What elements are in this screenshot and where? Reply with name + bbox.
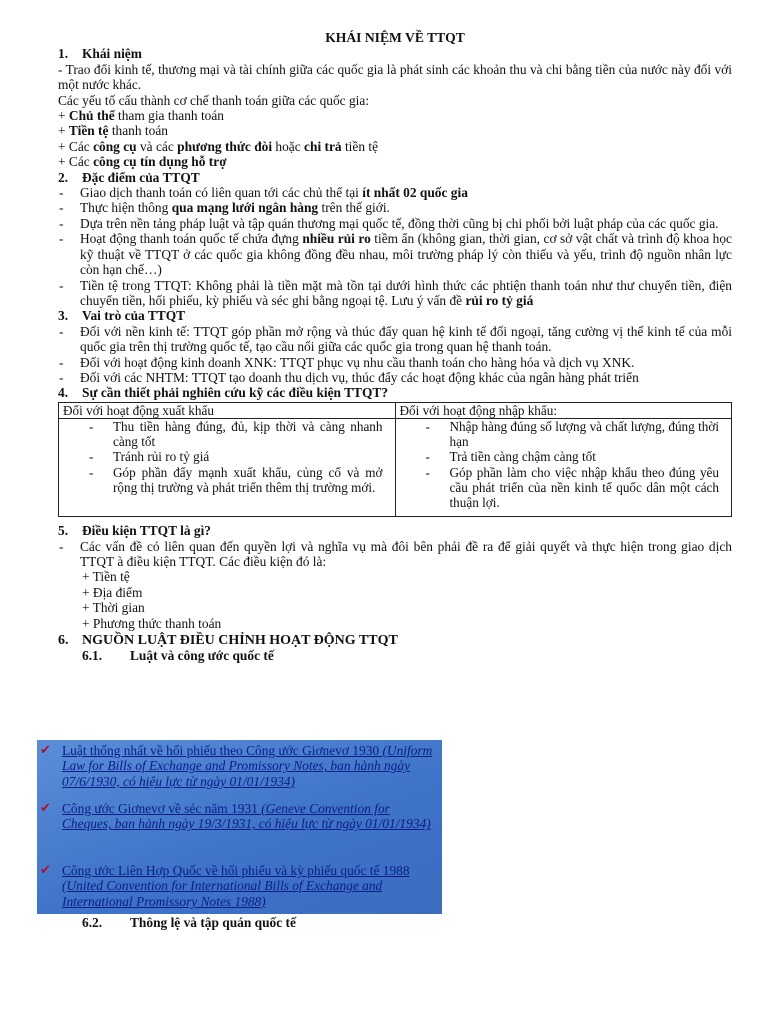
document-title: KHÁI NIỆM VỀ TTQT [325, 30, 465, 45]
table-header-import: Đối với hoạt động nhập khẩu: [395, 402, 732, 418]
export-item: - Góp phần đẩy mạnh xuất khẩu, củng cố và mở rộng thị trường và phát triển thêm thị trường mới. [63, 465, 383, 495]
s3-item-1: - Đối với nền kinh tế: TTQT góp phần mở rộng và thúc đẩy quan hệ kinh tế đối ngoại, tăng cường vị thế kinh tế của mỗi quốc gia trên thị trường quốc tế, tạo cầu nối giữa các quốc gia trong quan hệ thanh toán. [58, 324, 732, 355]
export-cell [59, 418, 396, 516]
s5-condition: + Phương thức thanh toán [82, 615, 222, 631]
checkmark-icon: ✔ [40, 742, 51, 757]
s5-condition: + Tiền tệ [82, 569, 130, 585]
checkmark-icon: ✔ [40, 862, 51, 877]
section-4-heading: 4. Sự cần thiết phải nghiên cứu kỹ các điều kiện TTQT? [58, 385, 389, 401]
s2-item-3: - Dựa trên nền tảng pháp luật và tập quán thương mại quốc tế, đồng thời cũng bị chi phối bởi luật pháp của các quốc gia. [58, 216, 732, 231]
s1-element-4: + Các công cụ tín dụng hỗ trợ [58, 154, 227, 170]
s1-element-3: + Các công cụ và các phương thức đòi hoặc chi trả tiền tệ [58, 138, 379, 154]
section-6-heading: 6. NGUỒN LUẬT ĐIỀU CHỈNH HOẠT ĐỘNG TTQT [58, 633, 398, 649]
s2-item-5: - Tiền tệ trong TTQT: Không phải là tiền mặt mà tồn tại dưới hình thức các phtiện thanh toán như thư chuyển tiền, điện chuyển tiền, hối phiếu, kỳ phiếu và séc ghi bằng ngoại tệ. Lưu ý vấn đề rủi ro tỷ giá [58, 278, 732, 309]
section-3-heading: 3. Vai trò của TTQT [58, 308, 186, 324]
s1-paragraph: - Trao đổi kinh tế, thương mại và tài chính giữa các quốc gia là phát sinh các khoản thu và chi bằng tiền của nước này đối với một nước khác. [58, 61, 732, 93]
s5-item-1: - Các vấn đề có liên quan đến quyền lợi và nghĩa vụ mà đôi bên phải đề ra để giải quyết và thực hiện trong giao dịch TTQT à điều kiện TTQT. Các điều kiện đó là: [58, 539, 732, 570]
table-header-export: Đối với hoạt động xuất khẩu [59, 402, 396, 418]
subsection-6-2-heading: 6.2. Thông lệ và tập quán quốc tế [82, 915, 296, 930]
subsection-6-1-heading: 6.1. Luật và công ước quốc tế [82, 648, 274, 664]
convention-un-1988[interactable]: Công ước Liên Hợp Quốc về hối phiếu và kỳ phiếu quốc tế 1988 (United Convention for International Bills of Exchange and International Promissory Notes 1988) [62, 863, 410, 909]
s3-item-2: - Đối với hoạt động kinh doanh XNK: TTQT phục vụ nhu cầu thanh toán cho hàng hóa và dịch vụ XNK. [58, 355, 732, 370]
s2-item-2: - Thực hiện thông qua mạng lưới ngân hàng trên thế giới. [58, 200, 732, 215]
export-item: - Tránh rủi ro tỷ giá [63, 449, 383, 464]
s1-element-1: + Chủ thể tham gia thanh toán [58, 108, 225, 124]
import-item: - Nhập hàng đúng số lượng và chất lượng, đúng thời hạn [400, 419, 720, 449]
s5-condition: + Thời gian [82, 600, 145, 616]
import-item: - Góp phần làm cho việc nhập khẩu theo đúng yêu cầu phát triển của nền kinh tế quốc dân một cách thuận lợi. [400, 465, 720, 511]
section-2-heading: 2. Đặc điểm của TTQT [58, 169, 200, 185]
convention-geneva-1930[interactable]: Luật thống nhất về hối phiếu theo Công ước Giơnevơ 1930 (Uniform Law for Bills of Exchange and Promissory Notes, ban hành ngày 07/6/1930, có hiệu lực từ ngày 01/01/1934) [62, 743, 433, 789]
document-page [58, 30, 732, 664]
s3-item-3: - Đối với các NHTM: TTQT tạo doanh thu dịch vụ, thúc đẩy các hoạt động khác của ngân hàng phát triển [58, 370, 732, 385]
s1-element-2: + Tiền tệ thanh toán [58, 123, 168, 139]
s5-condition: + Địa điểm [82, 584, 143, 600]
convention-geneva-1931[interactable]: Công ước Giơnevơ về séc năm 1931 (Geneve Convention for Cheques, ban hành ngày 19/3/1931, có hiệu lực từ ngày 01/01/1934) [62, 801, 431, 832]
import-item: - Trả tiền càng chậm càng tốt [400, 449, 720, 464]
section-1-heading: 1. Khái niệm [58, 46, 142, 62]
s2-item-1: - Giao dịch thanh toán có liên quan tới các chủ thể tại ít nhất 02 quốc gia [58, 185, 732, 200]
comparison-table [58, 402, 732, 517]
export-item: - Thu tiền hàng đúng, đủ, kịp thời và càng nhanh càng tốt [63, 419, 383, 449]
checkmark-icon: ✔ [40, 800, 51, 815]
s1-elements-intro: Các yếu tố cấu thành cơ chế thanh toán giữa các quốc gia: [58, 92, 370, 108]
import-cell [395, 418, 732, 516]
s2-item-4: - Hoạt động thanh toán quốc tế chứa đựng nhiều rủi ro tiềm ẩn (không gian, thời gian, cơ sở vật chất và trình độ khoa học kỹ thuật về TTQT ở các quốc gia không đồng đều nhau, môi trường pháp lý còn thiếu và yếu, trình độ nguồn nhân lực còn hạn chế…) [58, 231, 732, 277]
section-5-heading: 5. Điều kiện TTQT là gì? [58, 523, 211, 539]
